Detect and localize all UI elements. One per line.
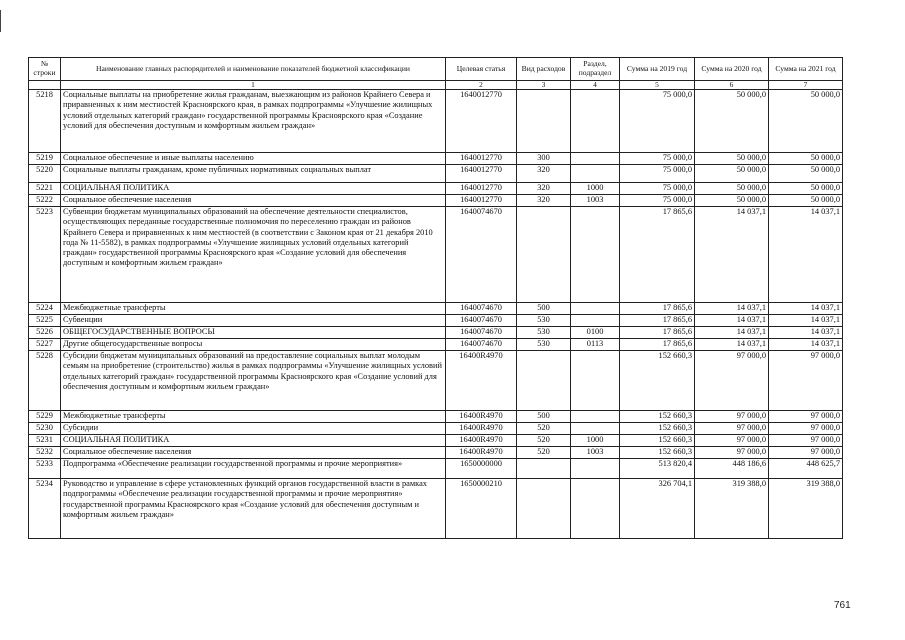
table-row <box>29 351 843 411</box>
expense-kind-cell: 530 <box>517 339 571 351</box>
name-cell: Руководство и управление в сфере установленных функций органов государственной власти в рамках подпрограммы «Обеспечение реализации государственной программы и прочие мероприятия» государственной программы Красноярского края «Создание условий для обеспечения доступным и комфортным жильем граждан» <box>61 479 446 539</box>
sum-2021-cell: 97 000,0 <box>769 435 843 447</box>
target-article-cell: 1640074670 <box>446 207 517 303</box>
target-article-cell: 1640012770 <box>446 90 517 153</box>
section-cell: 1000 <box>571 435 620 447</box>
sum-2019-cell: 152 660,3 <box>620 351 695 411</box>
sum-2021-cell: 97 000,0 <box>769 351 843 411</box>
table-row <box>29 207 843 303</box>
column-number: 7 <box>769 81 843 90</box>
target-article-cell: 1640012770 <box>446 153 517 165</box>
row-number-cell: 5218 <box>29 90 61 153</box>
sum-2019-cell: 152 660,3 <box>620 447 695 459</box>
column-number-row <box>29 81 843 90</box>
header-sum-2021: Сумма на 2021 год <box>769 58 843 81</box>
sum-2021-cell: 50 000,0 <box>769 183 843 195</box>
header-name: Наименование главных распорядителей и наименование показателей бюджетной классификации <box>61 58 446 81</box>
row-number-cell: 5234 <box>29 479 61 539</box>
sum-2021-cell: 97 000,0 <box>769 447 843 459</box>
table-row <box>29 459 843 479</box>
sum-2019-cell: 75 000,0 <box>620 153 695 165</box>
name-cell: Подпрограмма «Обеспечение реализации государственной программы и прочие мероприятия» <box>61 459 446 479</box>
section-cell <box>571 90 620 153</box>
header-sum-2020: Сумма на 2020 год <box>695 58 769 81</box>
target-article-cell: 1640012770 <box>446 183 517 195</box>
sum-2019-cell: 152 660,3 <box>620 435 695 447</box>
target-article-cell: 16400R4970 <box>446 351 517 411</box>
target-article-cell: 1650000000 <box>446 459 517 479</box>
sum-2019-cell: 75 000,0 <box>620 195 695 207</box>
sum-2019-cell: 152 660,3 <box>620 411 695 423</box>
sum-2019-cell: 75 000,0 <box>620 90 695 153</box>
sum-2019-cell: 152 660,3 <box>620 423 695 435</box>
sum-2020-cell: 97 000,0 <box>695 411 769 423</box>
name-cell: Социальное обеспечение населения <box>61 195 446 207</box>
target-article-cell: 16400R4970 <box>446 411 517 423</box>
page-number: 761 <box>834 600 851 611</box>
header-target-article: Целевая статья <box>446 58 517 81</box>
target-article-cell: 1640012770 <box>446 195 517 207</box>
sum-2021-cell: 319 388,0 <box>769 479 843 539</box>
table-row <box>29 315 843 327</box>
name-cell: Социальные выплаты гражданам, кроме публичных нормативных социальных выплат <box>61 165 446 183</box>
section-cell <box>571 423 620 435</box>
sum-2019-cell: 17 865,6 <box>620 207 695 303</box>
sum-2019-cell: 17 865,6 <box>620 339 695 351</box>
sum-2020-cell: 50 000,0 <box>695 195 769 207</box>
sum-2021-cell: 50 000,0 <box>769 153 843 165</box>
sum-2019-cell: 17 865,6 <box>620 327 695 339</box>
section-cell <box>571 303 620 315</box>
section-cell <box>571 351 620 411</box>
expense-kind-cell: 320 <box>517 195 571 207</box>
column-number: 6 <box>695 81 769 90</box>
sum-2021-cell: 14 037,1 <box>769 303 843 315</box>
row-number-cell: 5225 <box>29 315 61 327</box>
sum-2021-cell: 14 037,1 <box>769 327 843 339</box>
sum-2020-cell: 50 000,0 <box>695 90 769 153</box>
sum-2020-cell: 319 388,0 <box>695 479 769 539</box>
sum-2020-cell: 14 037,1 <box>695 207 769 303</box>
name-cell: Социальные выплаты на приобретение жилья гражданам, выезжающим из районов Крайнего Севера и приравненных к ним местностей Красноярского края, в рамках подпрограммы «Улучшение жилищных условий отдельных категорий граждан» государственной программы Красноярского края «Создание условий для обеспечения доступным и комфортным жильем граждан» <box>61 90 446 153</box>
name-cell: СОЦИАЛЬНАЯ ПОЛИТИКА <box>61 183 446 195</box>
section-cell: 1000 <box>571 183 620 195</box>
name-cell: СОЦИАЛЬНАЯ ПОЛИТИКА <box>61 435 446 447</box>
name-cell: Социальное обеспечение и иные выплаты населению <box>61 153 446 165</box>
row-number-cell: 5221 <box>29 183 61 195</box>
sum-2020-cell: 14 037,1 <box>695 327 769 339</box>
section-cell: 0113 <box>571 339 620 351</box>
target-article-cell: 1650000210 <box>446 479 517 539</box>
target-article-cell: 16400R4970 <box>446 423 517 435</box>
expense-kind-cell: 500 <box>517 411 571 423</box>
table-row <box>29 183 843 195</box>
row-number-cell: 5220 <box>29 165 61 183</box>
sum-2021-cell: 97 000,0 <box>769 423 843 435</box>
sum-2020-cell: 97 000,0 <box>695 435 769 447</box>
sum-2020-cell: 50 000,0 <box>695 153 769 165</box>
section-cell <box>571 165 620 183</box>
sum-2020-cell: 50 000,0 <box>695 165 769 183</box>
sum-2021-cell: 14 037,1 <box>769 339 843 351</box>
expense-kind-cell: 500 <box>517 303 571 315</box>
sum-2019-cell: 75 000,0 <box>620 165 695 183</box>
row-number-cell: 5233 <box>29 459 61 479</box>
column-number: 3 <box>517 81 571 90</box>
target-article-cell: 16400R4970 <box>446 435 517 447</box>
row-number-cell: 5219 <box>29 153 61 165</box>
name-cell: Субсидии бюджетам муниципальных образований на предоставление социальных выплат молодым семьям на приобретение (строительство) жилья в рамках подпрограммы «Улучшение жилищных условий отдельных категорий граждан» государственной программы Красноярского края «Создание условий для обеспечения доступным и комфортным жильем граждан» <box>61 351 446 411</box>
header-row-number: № строки <box>29 58 61 81</box>
sum-2020-cell: 97 000,0 <box>695 423 769 435</box>
column-number: 4 <box>571 81 620 90</box>
expense-kind-cell: 520 <box>517 447 571 459</box>
sum-2020-cell: 14 037,1 <box>695 303 769 315</box>
target-article-cell: 1640074670 <box>446 339 517 351</box>
row-number-cell: 5232 <box>29 447 61 459</box>
row-number-cell: 5224 <box>29 303 61 315</box>
column-number: 5 <box>620 81 695 90</box>
expense-kind-cell: 520 <box>517 435 571 447</box>
sum-2021-cell: 14 037,1 <box>769 207 843 303</box>
header-row <box>29 58 843 81</box>
page-edge-mark <box>0 10 1 32</box>
column-number: 2 <box>446 81 517 90</box>
header-expense-kind: Вид расходов <box>517 58 571 81</box>
sum-2019-cell: 17 865,6 <box>620 315 695 327</box>
name-cell: Другие общегосударственные вопросы <box>61 339 446 351</box>
sum-2020-cell: 50 000,0 <box>695 183 769 195</box>
name-cell: Межбюджетные трансферты <box>61 303 446 315</box>
section-cell: 1003 <box>571 447 620 459</box>
row-number-cell: 5223 <box>29 207 61 303</box>
name-cell: Социальное обеспечение населения <box>61 447 446 459</box>
header-section: Раздел, подраздел <box>571 58 620 81</box>
sum-2019-cell: 75 000,0 <box>620 183 695 195</box>
expense-kind-cell <box>517 459 571 479</box>
column-number: 1 <box>61 81 446 90</box>
row-number-cell: 5229 <box>29 411 61 423</box>
section-cell <box>571 315 620 327</box>
table-row <box>29 327 843 339</box>
row-number-cell: 5228 <box>29 351 61 411</box>
section-cell: 1003 <box>571 195 620 207</box>
table-row <box>29 479 843 539</box>
table-row <box>29 411 843 423</box>
expense-kind-cell: 320 <box>517 183 571 195</box>
sum-2020-cell: 14 037,1 <box>695 339 769 351</box>
expense-kind-cell <box>517 207 571 303</box>
table-row <box>29 195 843 207</box>
sum-2021-cell: 50 000,0 <box>769 165 843 183</box>
sum-2021-cell: 50 000,0 <box>769 195 843 207</box>
target-article-cell: 1640074670 <box>446 315 517 327</box>
row-number-cell: 5222 <box>29 195 61 207</box>
sum-2020-cell: 14 037,1 <box>695 315 769 327</box>
section-cell <box>571 459 620 479</box>
table-row <box>29 303 843 315</box>
target-article-cell: 1640012770 <box>446 165 517 183</box>
section-cell: 0100 <box>571 327 620 339</box>
target-article-cell: 1640074670 <box>446 303 517 315</box>
row-number-cell: 5227 <box>29 339 61 351</box>
name-cell: Субвенции <box>61 315 446 327</box>
table-row <box>29 165 843 183</box>
sum-2020-cell: 97 000,0 <box>695 351 769 411</box>
section-cell <box>571 207 620 303</box>
sum-2020-cell: 448 186,6 <box>695 459 769 479</box>
table-row <box>29 153 843 165</box>
sum-2019-cell: 17 865,6 <box>620 303 695 315</box>
row-number-cell: 5231 <box>29 435 61 447</box>
expense-kind-cell: 530 <box>517 327 571 339</box>
table-row <box>29 423 843 435</box>
expense-kind-cell: 320 <box>517 165 571 183</box>
header-sum-2019: Сумма на 2019 год <box>620 58 695 81</box>
section-cell <box>571 153 620 165</box>
sum-2021-cell: 448 625,7 <box>769 459 843 479</box>
expense-kind-cell <box>517 351 571 411</box>
expense-kind-cell: 520 <box>517 423 571 435</box>
expense-kind-cell <box>517 479 571 539</box>
row-number-cell: 5230 <box>29 423 61 435</box>
expense-kind-cell <box>517 90 571 153</box>
sum-2019-cell: 513 820,4 <box>620 459 695 479</box>
name-cell: Субсидии <box>61 423 446 435</box>
table-row <box>29 447 843 459</box>
sum-2019-cell: 326 704,1 <box>620 479 695 539</box>
name-cell: ОБЩЕГОСУДАРСТВЕННЫЕ ВОПРОСЫ <box>61 327 446 339</box>
expense-kind-cell: 300 <box>517 153 571 165</box>
sum-2020-cell: 97 000,0 <box>695 447 769 459</box>
section-cell <box>571 411 620 423</box>
table-row <box>29 435 843 447</box>
section-cell <box>571 479 620 539</box>
sum-2021-cell: 97 000,0 <box>769 411 843 423</box>
table-row <box>29 90 843 153</box>
expense-kind-cell: 530 <box>517 315 571 327</box>
name-cell: Межбюджетные трансферты <box>61 411 446 423</box>
budget-table <box>28 57 843 539</box>
sum-2021-cell: 14 037,1 <box>769 315 843 327</box>
target-article-cell: 1640074670 <box>446 327 517 339</box>
column-number <box>29 81 61 90</box>
sum-2021-cell: 50 000,0 <box>769 90 843 153</box>
table-row <box>29 339 843 351</box>
target-article-cell: 16400R4970 <box>446 447 517 459</box>
table-body <box>29 90 843 539</box>
name-cell: Субвенции бюджетам муниципальных образований на обеспечение деятельности специалистов, осуществляющих переданные государственные полномочия по переселению граждан из районов Крайнего Севера и приравненных к ним местностей (в соответствии с Законом края от 21 декабря 2010 года № 11-5582), в рамках подпрограммы «Улучшение жилищных условий отдельных категорий граждан» государственной программы Красноярского края «Создание условий для обеспечения доступным и комфортным жильем граждан» <box>61 207 446 303</box>
row-number-cell: 5226 <box>29 327 61 339</box>
